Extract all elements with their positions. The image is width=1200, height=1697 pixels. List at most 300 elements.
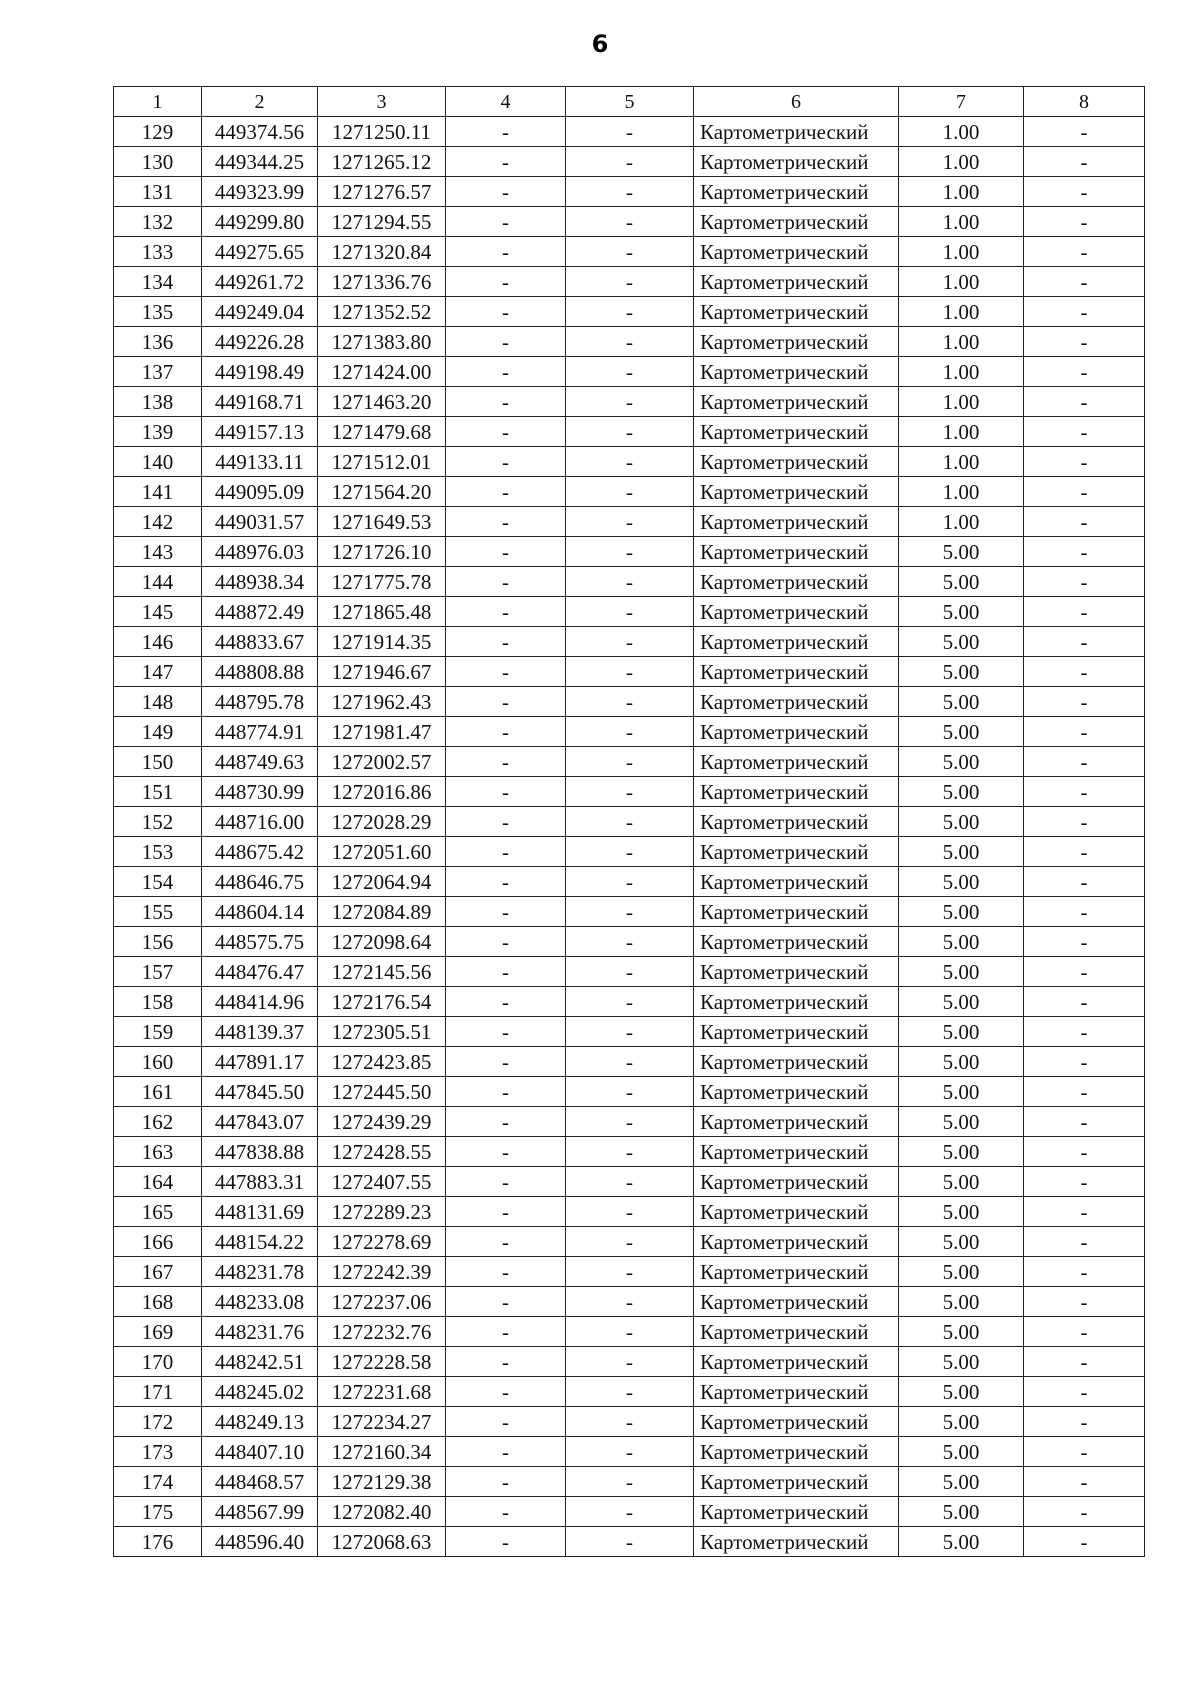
table-row	[114, 1047, 1145, 1077]
cell-y-coordinate: 1271914.35	[318, 627, 446, 657]
cell-accuracy: 5.00	[899, 1077, 1024, 1107]
cell-x-coordinate: 449157.13	[202, 417, 318, 447]
cell-method: Картометрический	[694, 1377, 899, 1407]
cell-x-coordinate: 448976.03	[202, 537, 318, 567]
column-header: 1	[114, 87, 202, 117]
cell-method: Картометрический	[694, 117, 899, 147]
cell-accuracy: 5.00	[899, 1017, 1024, 1047]
cell-x-coordinate: 449226.28	[202, 327, 318, 357]
cell-y-coordinate: 1272234.27	[318, 1407, 446, 1437]
table-row	[114, 297, 1145, 327]
cell-col-5: -	[566, 1407, 694, 1437]
cell-point-number: 143	[114, 537, 202, 567]
cell-col-4: -	[446, 867, 566, 897]
cell-point-number: 153	[114, 837, 202, 867]
cell-col-8: -	[1024, 1167, 1145, 1197]
cell-y-coordinate: 1271512.01	[318, 447, 446, 477]
table-row	[114, 1137, 1145, 1167]
cell-method: Картометрический	[694, 267, 899, 297]
cell-accuracy: 1.00	[899, 237, 1024, 267]
cell-point-number: 155	[114, 897, 202, 927]
cell-y-coordinate: 1271564.20	[318, 477, 446, 507]
cell-y-coordinate: 1271265.12	[318, 147, 446, 177]
cell-accuracy: 5.00	[899, 777, 1024, 807]
cell-col-8: -	[1024, 717, 1145, 747]
cell-method: Картометрический	[694, 1077, 899, 1107]
cell-accuracy: 5.00	[899, 627, 1024, 657]
cell-accuracy: 1.00	[899, 327, 1024, 357]
cell-col-5: -	[566, 237, 694, 267]
cell-col-8: -	[1024, 1317, 1145, 1347]
cell-col-5: -	[566, 327, 694, 357]
cell-col-4: -	[446, 627, 566, 657]
cell-method: Картометрический	[694, 1047, 899, 1077]
cell-col-4: -	[446, 1527, 566, 1557]
table-row	[114, 1347, 1145, 1377]
cell-col-4: -	[446, 177, 566, 207]
cell-col-8: -	[1024, 357, 1145, 387]
cell-x-coordinate: 447843.07	[202, 1107, 318, 1137]
cell-col-5: -	[566, 1077, 694, 1107]
cell-col-5: -	[566, 837, 694, 867]
cell-y-coordinate: 1271424.00	[318, 357, 446, 387]
cell-col-4: -	[446, 1077, 566, 1107]
cell-col-5: -	[566, 717, 694, 747]
cell-col-5: -	[566, 1497, 694, 1527]
cell-col-5: -	[566, 387, 694, 417]
cell-method: Картометрический	[694, 177, 899, 207]
cell-method: Картометрический	[694, 297, 899, 327]
cell-col-4: -	[446, 1437, 566, 1467]
cell-accuracy: 5.00	[899, 1497, 1024, 1527]
table-row	[114, 1257, 1145, 1287]
cell-col-8: -	[1024, 1107, 1145, 1137]
cell-x-coordinate: 448774.91	[202, 717, 318, 747]
cell-point-number: 147	[114, 657, 202, 687]
column-header: 2	[202, 87, 318, 117]
cell-col-8: -	[1024, 1377, 1145, 1407]
cell-col-5: -	[566, 267, 694, 297]
cell-col-4: -	[446, 117, 566, 147]
cell-y-coordinate: 1271383.80	[318, 327, 446, 357]
cell-method: Картометрический	[694, 1257, 899, 1287]
cell-col-5: -	[566, 1377, 694, 1407]
cell-method: Картометрический	[694, 1197, 899, 1227]
cell-x-coordinate: 448567.99	[202, 1497, 318, 1527]
cell-x-coordinate: 448795.78	[202, 687, 318, 717]
cell-accuracy: 5.00	[899, 927, 1024, 957]
cell-x-coordinate: 448154.22	[202, 1227, 318, 1257]
cell-x-coordinate: 449323.99	[202, 177, 318, 207]
cell-col-4: -	[446, 777, 566, 807]
cell-x-coordinate: 448646.75	[202, 867, 318, 897]
cell-col-5: -	[566, 897, 694, 927]
cell-col-4: -	[446, 1017, 566, 1047]
cell-method: Картометрический	[694, 657, 899, 687]
table-row	[114, 1227, 1145, 1257]
cell-point-number: 170	[114, 1347, 202, 1377]
cell-x-coordinate: 449133.11	[202, 447, 318, 477]
cell-point-number: 136	[114, 327, 202, 357]
cell-accuracy: 5.00	[899, 597, 1024, 627]
cell-point-number: 148	[114, 687, 202, 717]
cell-x-coordinate: 448242.51	[202, 1347, 318, 1377]
cell-method: Картометрический	[694, 477, 899, 507]
cell-point-number: 158	[114, 987, 202, 1017]
cell-y-coordinate: 1271336.76	[318, 267, 446, 297]
table-row	[114, 417, 1145, 447]
column-header: 3	[318, 87, 446, 117]
cell-col-8: -	[1024, 1347, 1145, 1377]
table-row	[114, 1197, 1145, 1227]
cell-col-4: -	[446, 417, 566, 447]
cell-col-8: -	[1024, 447, 1145, 477]
cell-y-coordinate: 1272160.34	[318, 1437, 446, 1467]
page-number: 6	[591, 30, 609, 58]
cell-point-number: 166	[114, 1227, 202, 1257]
table-row	[114, 567, 1145, 597]
cell-y-coordinate: 1271962.43	[318, 687, 446, 717]
cell-x-coordinate: 449168.71	[202, 387, 318, 417]
cell-method: Картометрический	[694, 567, 899, 597]
cell-y-coordinate: 1272423.85	[318, 1047, 446, 1077]
cell-col-4: -	[446, 387, 566, 417]
cell-accuracy: 5.00	[899, 1137, 1024, 1167]
cell-y-coordinate: 1272428.55	[318, 1137, 446, 1167]
cell-y-coordinate: 1272129.38	[318, 1467, 446, 1497]
cell-point-number: 165	[114, 1197, 202, 1227]
cell-col-8: -	[1024, 177, 1145, 207]
cell-col-4: -	[446, 747, 566, 777]
cell-col-8: -	[1024, 777, 1145, 807]
cell-col-8: -	[1024, 147, 1145, 177]
cell-method: Картометрический	[694, 597, 899, 627]
cell-accuracy: 1.00	[899, 417, 1024, 447]
cell-y-coordinate: 1272176.54	[318, 987, 446, 1017]
cell-method: Картометрический	[694, 1287, 899, 1317]
cell-x-coordinate: 447891.17	[202, 1047, 318, 1077]
cell-point-number: 154	[114, 867, 202, 897]
cell-col-5: -	[566, 957, 694, 987]
cell-point-number: 137	[114, 357, 202, 387]
table-row	[114, 237, 1145, 267]
cell-col-8: -	[1024, 747, 1145, 777]
cell-accuracy: 5.00	[899, 1167, 1024, 1197]
cell-method: Картометрический	[694, 1407, 899, 1437]
table-row	[114, 867, 1145, 897]
cell-x-coordinate: 448872.49	[202, 597, 318, 627]
cell-accuracy: 1.00	[899, 507, 1024, 537]
cell-col-5: -	[566, 1137, 694, 1167]
table-row	[114, 657, 1145, 687]
cell-col-8: -	[1024, 477, 1145, 507]
cell-method: Картометрический	[694, 387, 899, 417]
cell-accuracy: 5.00	[899, 1197, 1024, 1227]
cell-y-coordinate: 1272068.63	[318, 1527, 446, 1557]
cell-col-4: -	[446, 1047, 566, 1077]
cell-method: Картометрический	[694, 327, 899, 357]
cell-x-coordinate: 448407.10	[202, 1437, 318, 1467]
cell-col-8: -	[1024, 1227, 1145, 1257]
cell-y-coordinate: 1272278.69	[318, 1227, 446, 1257]
table-row	[114, 747, 1145, 777]
cell-x-coordinate: 448468.57	[202, 1467, 318, 1497]
cell-accuracy: 5.00	[899, 1317, 1024, 1347]
cell-method: Картометрический	[694, 867, 899, 897]
table-row	[114, 1077, 1145, 1107]
table-row	[114, 1377, 1145, 1407]
cell-col-5: -	[566, 1467, 694, 1497]
table-row	[114, 1107, 1145, 1137]
table-row	[114, 957, 1145, 987]
cell-col-8: -	[1024, 1077, 1145, 1107]
cell-method: Картометрический	[694, 807, 899, 837]
cell-col-5: -	[566, 1527, 694, 1557]
cell-x-coordinate: 447883.31	[202, 1167, 318, 1197]
cell-point-number: 156	[114, 927, 202, 957]
cell-point-number: 171	[114, 1377, 202, 1407]
cell-col-5: -	[566, 117, 694, 147]
cell-y-coordinate: 1272289.23	[318, 1197, 446, 1227]
cell-method: Картометрический	[694, 1437, 899, 1467]
cell-point-number: 138	[114, 387, 202, 417]
cell-col-4: -	[446, 477, 566, 507]
cell-col-4: -	[446, 1167, 566, 1197]
cell-y-coordinate: 1272098.64	[318, 927, 446, 957]
cell-col-4: -	[446, 1407, 566, 1437]
table-row	[114, 1317, 1145, 1347]
cell-x-coordinate: 448749.63	[202, 747, 318, 777]
cell-col-8: -	[1024, 537, 1145, 567]
cell-accuracy: 5.00	[899, 807, 1024, 837]
cell-point-number: 151	[114, 777, 202, 807]
cell-col-5: -	[566, 1107, 694, 1137]
cell-y-coordinate: 1272145.56	[318, 957, 446, 987]
cell-y-coordinate: 1271981.47	[318, 717, 446, 747]
cell-y-coordinate: 1272231.68	[318, 1377, 446, 1407]
cell-col-8: -	[1024, 987, 1145, 1017]
cell-point-number: 146	[114, 627, 202, 657]
cell-col-4: -	[446, 357, 566, 387]
table-row	[114, 1527, 1145, 1557]
cell-point-number: 168	[114, 1287, 202, 1317]
cell-col-4: -	[446, 267, 566, 297]
cell-col-4: -	[446, 147, 566, 177]
cell-col-4: -	[446, 1467, 566, 1497]
cell-point-number: 164	[114, 1167, 202, 1197]
cell-y-coordinate: 1271294.55	[318, 207, 446, 237]
cell-method: Картометрический	[694, 1017, 899, 1047]
cell-accuracy: 5.00	[899, 1527, 1024, 1557]
table-row	[114, 537, 1145, 567]
cell-y-coordinate: 1271865.48	[318, 597, 446, 627]
cell-accuracy: 5.00	[899, 1047, 1024, 1077]
table-row	[114, 207, 1145, 237]
cell-method: Картометрический	[694, 747, 899, 777]
cell-col-5: -	[566, 1167, 694, 1197]
cell-method: Картометрический	[694, 837, 899, 867]
cell-accuracy: 5.00	[899, 1437, 1024, 1467]
cell-y-coordinate: 1272305.51	[318, 1017, 446, 1047]
column-header: 7	[899, 87, 1024, 117]
cell-accuracy: 5.00	[899, 867, 1024, 897]
table-row	[114, 267, 1145, 297]
cell-col-8: -	[1024, 207, 1145, 237]
cell-col-4: -	[446, 837, 566, 867]
cell-col-5: -	[566, 1227, 694, 1257]
cell-col-8: -	[1024, 927, 1145, 957]
cell-method: Картометрический	[694, 927, 899, 957]
cell-col-4: -	[446, 1377, 566, 1407]
cell-y-coordinate: 1271946.67	[318, 657, 446, 687]
cell-point-number: 139	[114, 417, 202, 447]
cell-col-5: -	[566, 1317, 694, 1347]
cell-y-coordinate: 1272242.39	[318, 1257, 446, 1287]
cell-accuracy: 1.00	[899, 267, 1024, 297]
table-row	[114, 357, 1145, 387]
cell-point-number: 169	[114, 1317, 202, 1347]
cell-x-coordinate: 448476.47	[202, 957, 318, 987]
cell-x-coordinate: 448675.42	[202, 837, 318, 867]
cell-col-5: -	[566, 597, 694, 627]
cell-method: Картометрический	[694, 897, 899, 927]
cell-col-8: -	[1024, 1257, 1145, 1287]
cell-col-5: -	[566, 657, 694, 687]
cell-y-coordinate: 1271649.53	[318, 507, 446, 537]
cell-accuracy: 5.00	[899, 537, 1024, 567]
cell-method: Картометрический	[694, 957, 899, 987]
cell-accuracy: 1.00	[899, 447, 1024, 477]
cell-method: Картометрический	[694, 147, 899, 177]
cell-point-number: 141	[114, 477, 202, 507]
cell-col-8: -	[1024, 1437, 1145, 1467]
cell-method: Картометрический	[694, 537, 899, 567]
cell-col-8: -	[1024, 897, 1145, 927]
cell-col-8: -	[1024, 657, 1145, 687]
cell-point-number: 157	[114, 957, 202, 987]
table-row	[114, 1437, 1145, 1467]
cell-col-8: -	[1024, 627, 1145, 657]
cell-x-coordinate: 448139.37	[202, 1017, 318, 1047]
cell-col-5: -	[566, 297, 694, 327]
cell-method: Картометрический	[694, 1227, 899, 1257]
table-row	[114, 837, 1145, 867]
cell-col-5: -	[566, 1347, 694, 1377]
cell-col-8: -	[1024, 387, 1145, 417]
cell-y-coordinate: 1271320.84	[318, 237, 446, 267]
cell-method: Картометрический	[694, 1137, 899, 1167]
cell-y-coordinate: 1272016.86	[318, 777, 446, 807]
table-row	[114, 1497, 1145, 1527]
cell-method: Картометрический	[694, 207, 899, 237]
cell-col-5: -	[566, 777, 694, 807]
table-row	[114, 447, 1145, 477]
cell-point-number: 131	[114, 177, 202, 207]
cell-y-coordinate: 1271463.20	[318, 387, 446, 417]
cell-x-coordinate: 449249.04	[202, 297, 318, 327]
cell-method: Картометрический	[694, 357, 899, 387]
cell-col-4: -	[446, 1107, 566, 1137]
cell-x-coordinate: 447845.50	[202, 1077, 318, 1107]
cell-col-5: -	[566, 477, 694, 507]
cell-col-5: -	[566, 207, 694, 237]
cell-point-number: 150	[114, 747, 202, 777]
cell-accuracy: 5.00	[899, 1467, 1024, 1497]
cell-y-coordinate: 1272028.29	[318, 807, 446, 837]
table-row	[114, 687, 1145, 717]
cell-col-5: -	[566, 987, 694, 1017]
cell-point-number: 142	[114, 507, 202, 537]
cell-point-number: 149	[114, 717, 202, 747]
cell-point-number: 132	[114, 207, 202, 237]
cell-col-4: -	[446, 297, 566, 327]
cell-x-coordinate: 448730.99	[202, 777, 318, 807]
cell-point-number: 175	[114, 1497, 202, 1527]
cell-col-5: -	[566, 687, 694, 717]
cell-accuracy: 5.00	[899, 1287, 1024, 1317]
cell-accuracy: 5.00	[899, 1227, 1024, 1257]
cell-col-8: -	[1024, 417, 1145, 447]
cell-col-5: -	[566, 447, 694, 477]
cell-point-number: 173	[114, 1437, 202, 1467]
cell-col-4: -	[446, 207, 566, 237]
table-row	[114, 1017, 1145, 1047]
table-row	[114, 897, 1145, 927]
cell-point-number: 162	[114, 1107, 202, 1137]
cell-method: Картометрический	[694, 987, 899, 1017]
cell-col-5: -	[566, 1437, 694, 1467]
cell-y-coordinate: 1272051.60	[318, 837, 446, 867]
cell-col-5: -	[566, 567, 694, 597]
cell-col-5: -	[566, 1257, 694, 1287]
cell-x-coordinate: 448596.40	[202, 1527, 318, 1557]
cell-point-number: 161	[114, 1077, 202, 1107]
cell-accuracy: 1.00	[899, 297, 1024, 327]
cell-x-coordinate: 448131.69	[202, 1197, 318, 1227]
cell-point-number: 129	[114, 117, 202, 147]
cell-point-number: 167	[114, 1257, 202, 1287]
cell-col-4: -	[446, 897, 566, 927]
table-row	[114, 327, 1145, 357]
cell-y-coordinate: 1272439.29	[318, 1107, 446, 1137]
cell-col-4: -	[446, 447, 566, 477]
cell-point-number: 172	[114, 1407, 202, 1437]
cell-accuracy: 1.00	[899, 207, 1024, 237]
cell-accuracy: 5.00	[899, 987, 1024, 1017]
cell-method: Картометрический	[694, 627, 899, 657]
cell-point-number: 133	[114, 237, 202, 267]
cell-method: Картометрический	[694, 717, 899, 747]
cell-y-coordinate: 1271479.68	[318, 417, 446, 447]
cell-point-number: 140	[114, 447, 202, 477]
cell-x-coordinate: 449344.25	[202, 147, 318, 177]
cell-y-coordinate: 1272082.40	[318, 1497, 446, 1527]
cell-col-8: -	[1024, 597, 1145, 627]
cell-col-4: -	[446, 1497, 566, 1527]
table-row	[114, 507, 1145, 537]
cell-col-4: -	[446, 1317, 566, 1347]
table-row	[114, 987, 1145, 1017]
cell-col-4: -	[446, 327, 566, 357]
cell-method: Картометрический	[694, 777, 899, 807]
cell-x-coordinate: 447838.88	[202, 1137, 318, 1167]
cell-accuracy: 5.00	[899, 1347, 1024, 1377]
cell-col-4: -	[446, 927, 566, 957]
cell-x-coordinate: 448231.78	[202, 1257, 318, 1287]
cell-point-number: 145	[114, 597, 202, 627]
table-row	[114, 117, 1145, 147]
cell-col-5: -	[566, 1017, 694, 1047]
